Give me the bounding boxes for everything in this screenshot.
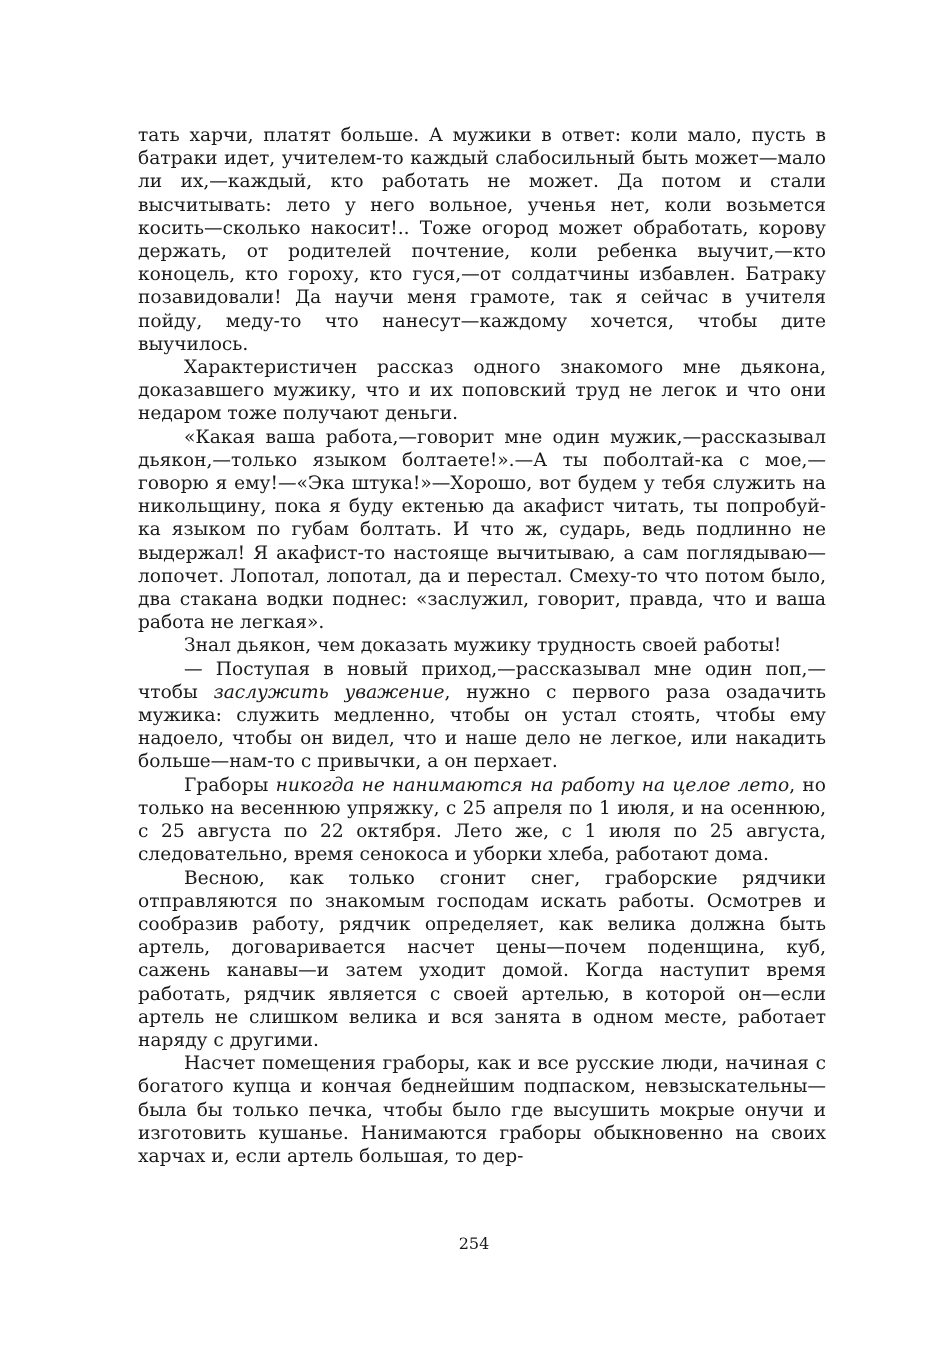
paragraph-6-italic: никогда не нанимаются на работу на целое лето	[275, 774, 790, 796]
paragraph-6-end: , но только на весеннюю упряжку, с 25 апреля по 1 июля, и на осеннюю, с 25 августа по 22 октября. Лето же, с 1 июля по 25 августа, следовательно, время сенокоса и уборки хлеба, работают дома.	[138, 774, 826, 866]
paragraph-5-italic: заслужить уважение	[213, 681, 445, 703]
page-number: 254	[458, 1234, 490, 1253]
paragraph-6	[138, 774, 826, 867]
page-body	[138, 124, 826, 1168]
paragraph-5	[138, 658, 826, 774]
paragraph-8: Насчет помещения граборы, как и все русские люди, начиная с богатого купца и кончая беднейшим подпаском, невзыскательны—была бы только печка, чтобы было где высушить мокрые онучи и изготовить кушанье. Нанимаются граборы обыкновенно на своих харчах и, если артель большая, то дер-	[138, 1053, 826, 1167]
paragraph-3: «Какая ваша работа,—говорит мне один мужик,—рассказывал дьякон,—только языком болтаете!».—А ты поболтай-ка с мое,—говорю я ему!—«Эка штука!»—Хорошо, вот будем у тебя служить на никольщину, пока я буду ектенью да акафист читать, ты попробуй-ка языком по губам болтать. И что ж, сударь, ведь подлинно не выдержал! Я акафист-то настояще вычитываю, а сам поглядываю—лопочет. Лопотал, лопотал, да и перестал. Смеху-то что потом было, два стакана водки поднес: «заслужил, говорит, правда, что и ваша работа не легкая».	[138, 426, 826, 634]
paragraph-5-start: — Поступая в новый приход,—рассказывал мне один поп,—чтобы	[138, 658, 826, 703]
paragraph-7: Весною, как только сгонит снег, граборские рядчики отправляются по знакомым господам искать работы. Осмотрев и сообразив работу, рядчик определяет, как велика должна быть артель, договаривается насчет цены—почем поденщина, куб, сажень канавы—и затем уходит домой. Когда наступит время работать, рядчик является с своей артелью, в которой он—если артель не слишком велика и вся занята в одном месте, работает наряду с другими.	[138, 867, 826, 1051]
paragraph-5-end: , нужно с первого раза озадачить мужика: служить медленно, чтобы он устал стоять, чтобы ему надоело, чтобы он видел, что и наше дело не легкое, или накадить больше—нам-то с привычки, а он перхает.	[138, 681, 826, 773]
paragraph-6-start: Граборы	[184, 774, 276, 796]
paragraph-4: Знал дьякон, чем доказать мужику трудность своей работы!	[184, 635, 782, 657]
paragraph-1: тать харчи, платят больше. А мужики в ответ: коли мало, пусть в батраки идет, учителем-то каждый слабосильный быть может—мало ли их,—каждый, кто работать не может. Да потом и стали высчитывать: лето у него вольное, ученья нет, коли возьмется косить—сколько накосит!.. Тоже огород может обработать, корову держать, от родителей почтение, коли ребенка выучит,—кто коноцель, кто гороху, кто гуся,—от солдатчины избавлен. Батраку позавидовали! Да научи меня грамоте, так я сейчас в учителя пойду, меду-то что нанесут—каждому хочется, чтобы дите выучилось.	[138, 125, 826, 355]
paragraph-2: Характеристичен рассказ одного знакомого мне дьякона, доказавшего мужику, что и их поповский труд не легок и что они недаром тоже получают деньги.	[138, 357, 826, 425]
